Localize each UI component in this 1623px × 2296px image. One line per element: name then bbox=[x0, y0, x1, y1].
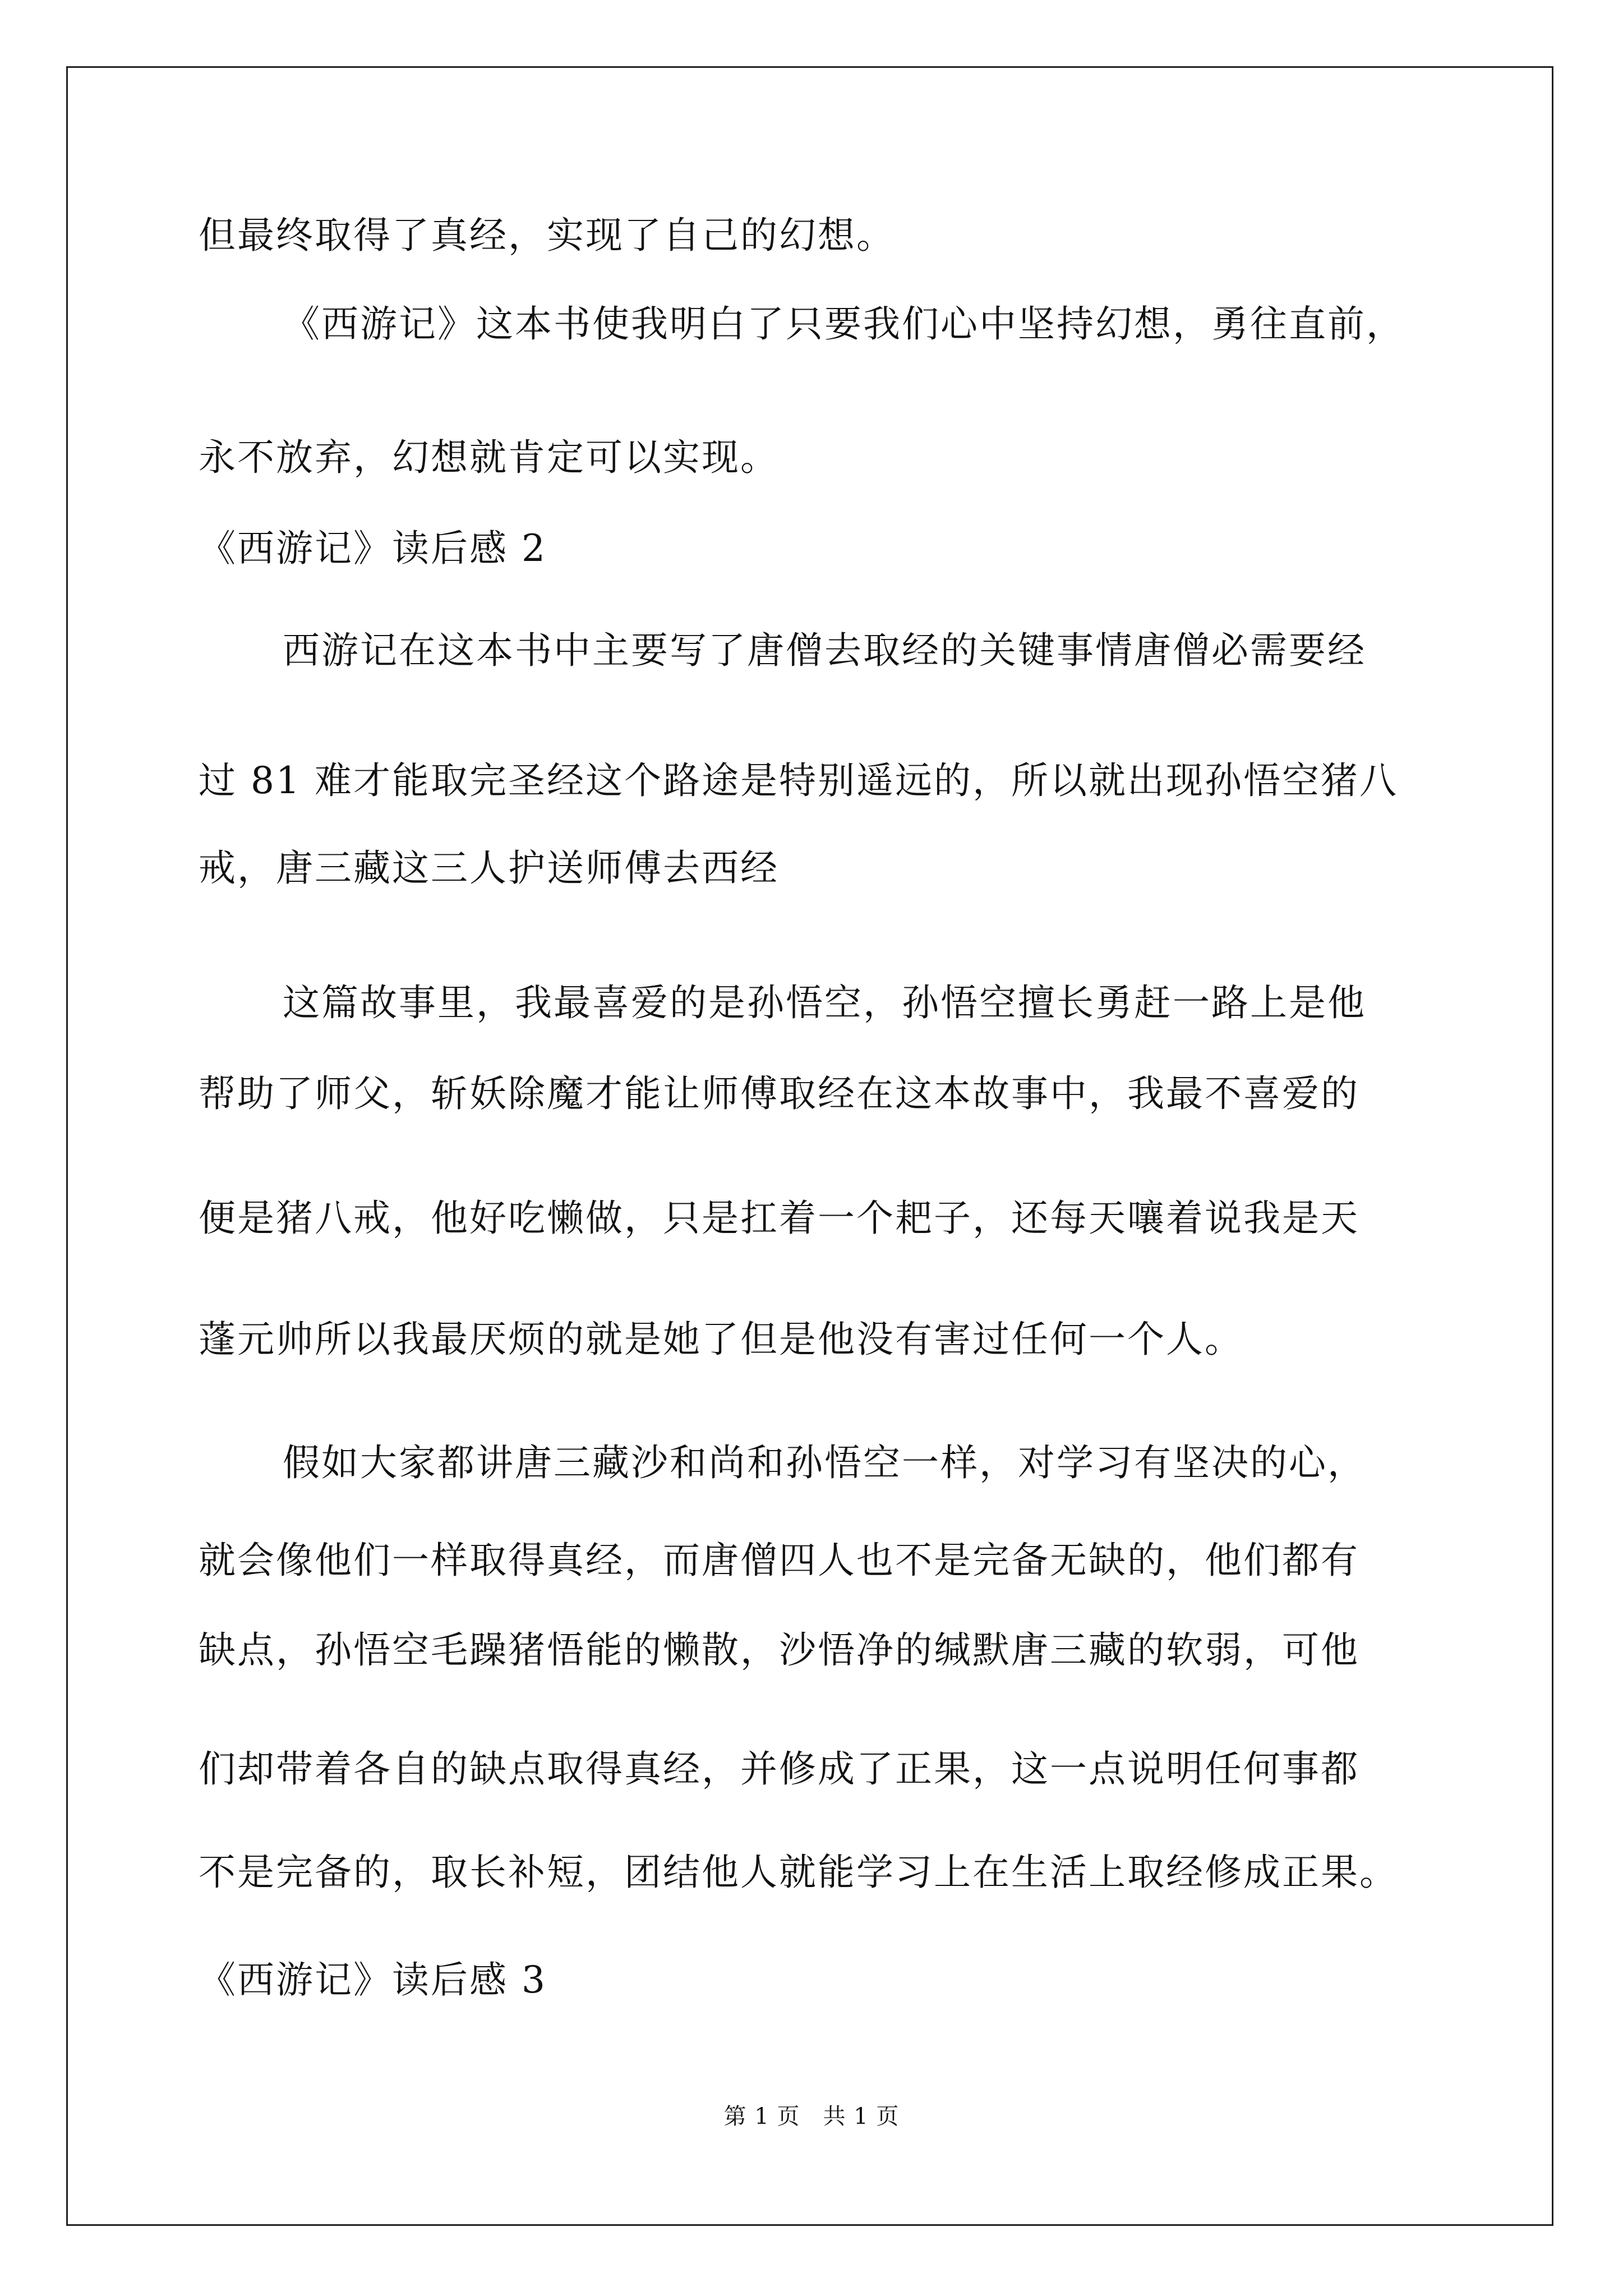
section-heading: 《西游记》读后感 3 bbox=[199, 1958, 547, 2001]
paragraph-line: 就会像他们一样取得真经，而唐僧四人也不是完备无缺的，他们都有 bbox=[199, 1539, 1359, 1582]
paragraph-line: 蓬元帅所以我最厌烦的就是她了但是他没有害过任何一个人。 bbox=[199, 1318, 1243, 1361]
paragraph-line: 缺点，孙悟空毛躁猪悟能的懒散，沙悟净的缄默唐三藏的软弱，可他 bbox=[199, 1628, 1359, 1672]
page-number: 第 1 页 共 1 页 bbox=[723, 2104, 900, 2129]
paragraph-line: 假如大家都讲唐三藏沙和尚和孙悟空一样，对学习有坚决的心， bbox=[283, 1441, 1366, 1484]
page-frame bbox=[66, 66, 1553, 2226]
paragraph-line: 帮助了师父，斩妖除魔才能让师傅取经在这本故事中，我最不喜爱的 bbox=[199, 1072, 1359, 1115]
paragraph-line: 永不放弃，幻想就肯定可以实现。 bbox=[199, 436, 779, 479]
paragraph-line: 们却带着各自的缺点取得真经，并修成了正果，这一点说明任何事都 bbox=[199, 1747, 1359, 1791]
section-heading: 《西游记》读后感 2 bbox=[199, 527, 547, 570]
paragraph-line: 戒，唐三藏这三人护送师傅去西经 bbox=[199, 846, 779, 890]
paragraph-line: 这篇故事里，我最喜爱的是孙悟空，孙悟空擅长勇赶一路上是他 bbox=[283, 981, 1366, 1024]
paragraph-line: 西游记在这本书中主要写了唐僧去取经的关键事情唐僧必需要经 bbox=[283, 629, 1366, 672]
paragraph-line: 过 81 难才能取完圣经这个路途是特别遥远的，所以就出现孙悟空猪八 bbox=[199, 759, 1398, 802]
paragraph-line: 但最终取得了真经，实现了自己的幻想。 bbox=[199, 214, 895, 257]
paragraph-line: 便是猪八戒，他好吃懒做，只是扛着一个耙子，还每天嚷着说我是天 bbox=[199, 1197, 1359, 1240]
paragraph-line: 《西游记》这本书使我明白了只要我们心中坚持幻想，勇往直前， bbox=[283, 302, 1405, 346]
paragraph-line: 不是完备的，取长补短，团结他人就能学习上在生活上取经修成正果。 bbox=[199, 1851, 1398, 1894]
